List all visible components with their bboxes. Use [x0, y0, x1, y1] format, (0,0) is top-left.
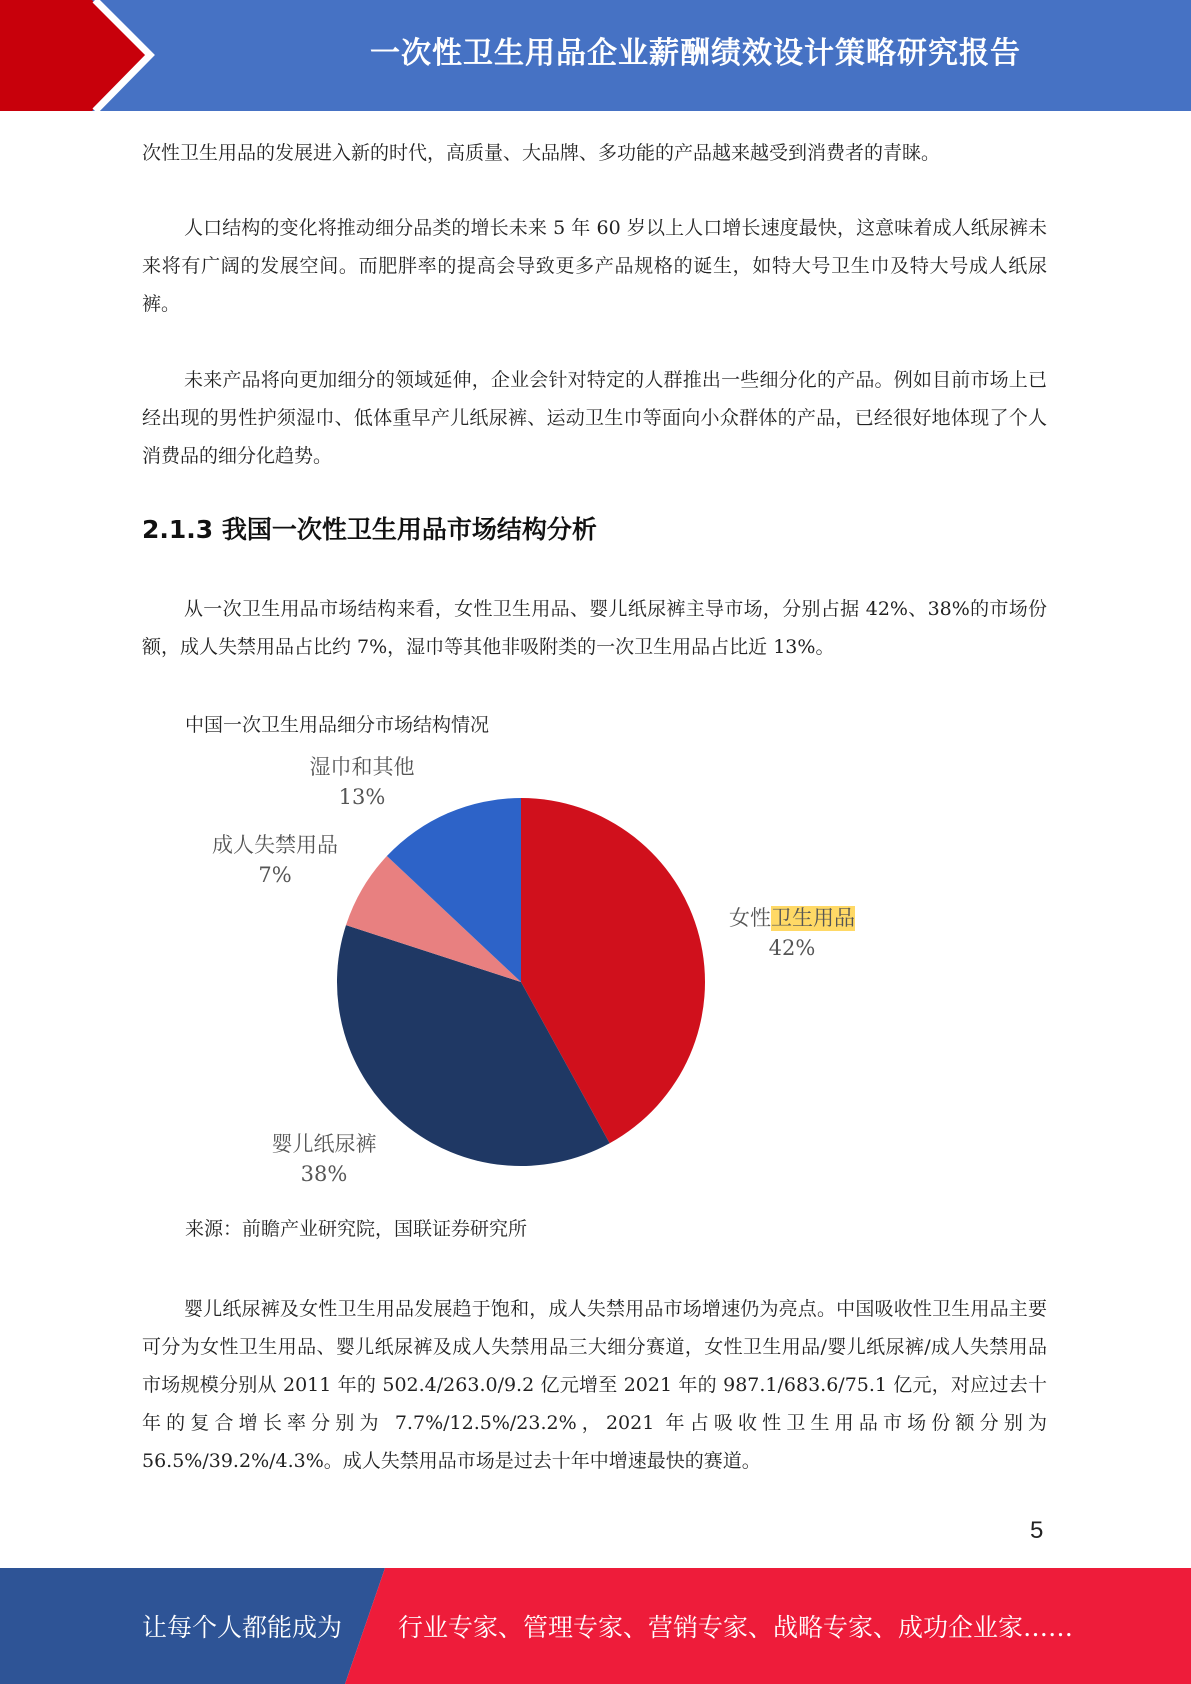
figure-title: 中国一次卫生用品细分市场结构情况: [185, 714, 490, 736]
pie-slice-value-label: 7%: [258, 863, 292, 887]
figure-source: 来源：前瞻产业研究院，国联证券研究所: [185, 1218, 528, 1240]
header-red-arrow: [0, 0, 150, 111]
pie-slice-label: 湿巾和其他: [309, 755, 415, 779]
paragraph-5: 婴儿纸尿裤及女性卫生用品发展趋于饱和，成人失禁用品市场增速仍为亮点。中国吸收性卫生用品主要可分为女性卫生用品、婴儿纸尿裤及成人失禁用品三大细分赛道，女性卫生用品/婴儿纸尿裤/成人失禁用品市场规模分别从 2011 年的 502.4/263.0/9.2 亿元增至 2021 年的 987.1/683.6/75.1 亿元，对应过去十年的复合增长率分别为 7.7%/12.5%/23.2%，2021 年占吸收性卫生用品市场份额分别为 56.5%/39.2%/4.3%。成人失禁用品市场是过去十年中增速最快的赛道。: [142, 1298, 1047, 1472]
paragraph-1: 次性卫生用品的发展进入新的时代，高质量、大品牌、多功能的产品越来越受到消费者的青睐。: [142, 142, 941, 164]
paragraph-3: 未来产品将向更加细分的领域延伸，企业会针对特定的人群推出一些细分化的产品。例如目前市场上已经出现的男性护须湿巾、低体重早产儿纸尿裤、运动卫生巾等面向小众群体的产品，已经很好地体现了个人消费品的细分化趋势。: [142, 369, 1047, 467]
pie-slice-value-label: 13%: [338, 785, 386, 809]
pie-slice-value-label: 42%: [768, 936, 816, 960]
page-footer: [0, 1568, 1191, 1684]
section-heading: 2.1.3 我国一次性卫生用品市场结构分析: [142, 515, 597, 544]
pie-slice-label: 婴儿纸尿裤: [271, 1132, 377, 1156]
footer-slogan-left: 让每个人都能成为: [142, 1613, 343, 1642]
page-header: [0, 0, 1191, 111]
footer-slogan-right: 行业专家、管理专家、营销专家、战略专家、成功企业家……: [398, 1613, 1074, 1642]
pie-chart: [150, 745, 910, 1195]
paragraph-4: 从一次卫生用品市场结构来看，女性卫生用品、婴儿纸尿裤主导市场，分别占据 42%、38%的市场份额，成人失禁用品占比约 7%，湿巾等其他非吸附类的一次卫生用品占比近 13%。: [142, 598, 1047, 658]
page-number: 5: [1030, 1517, 1044, 1544]
pie-slice-label: 成人失禁用品: [212, 833, 338, 857]
paragraph-2: 人口结构的变化将推动细分品类的增长未来 5 年 60 岁以上人口增长速度最快，这意味着成人纸尿裤未来将有广阔的发展空间。而肥胖率的提高会导致更多产品规格的诞生，如特大号卫生巾及特大号成人纸尿裤。: [142, 217, 1047, 315]
pie-slice-label: 女性卫生用品: [729, 906, 855, 930]
report-title: 一次性卫生用品企业薪酬绩效设计策略研究报告: [370, 36, 1021, 71]
pie-slice-value-label: 38%: [300, 1162, 348, 1186]
